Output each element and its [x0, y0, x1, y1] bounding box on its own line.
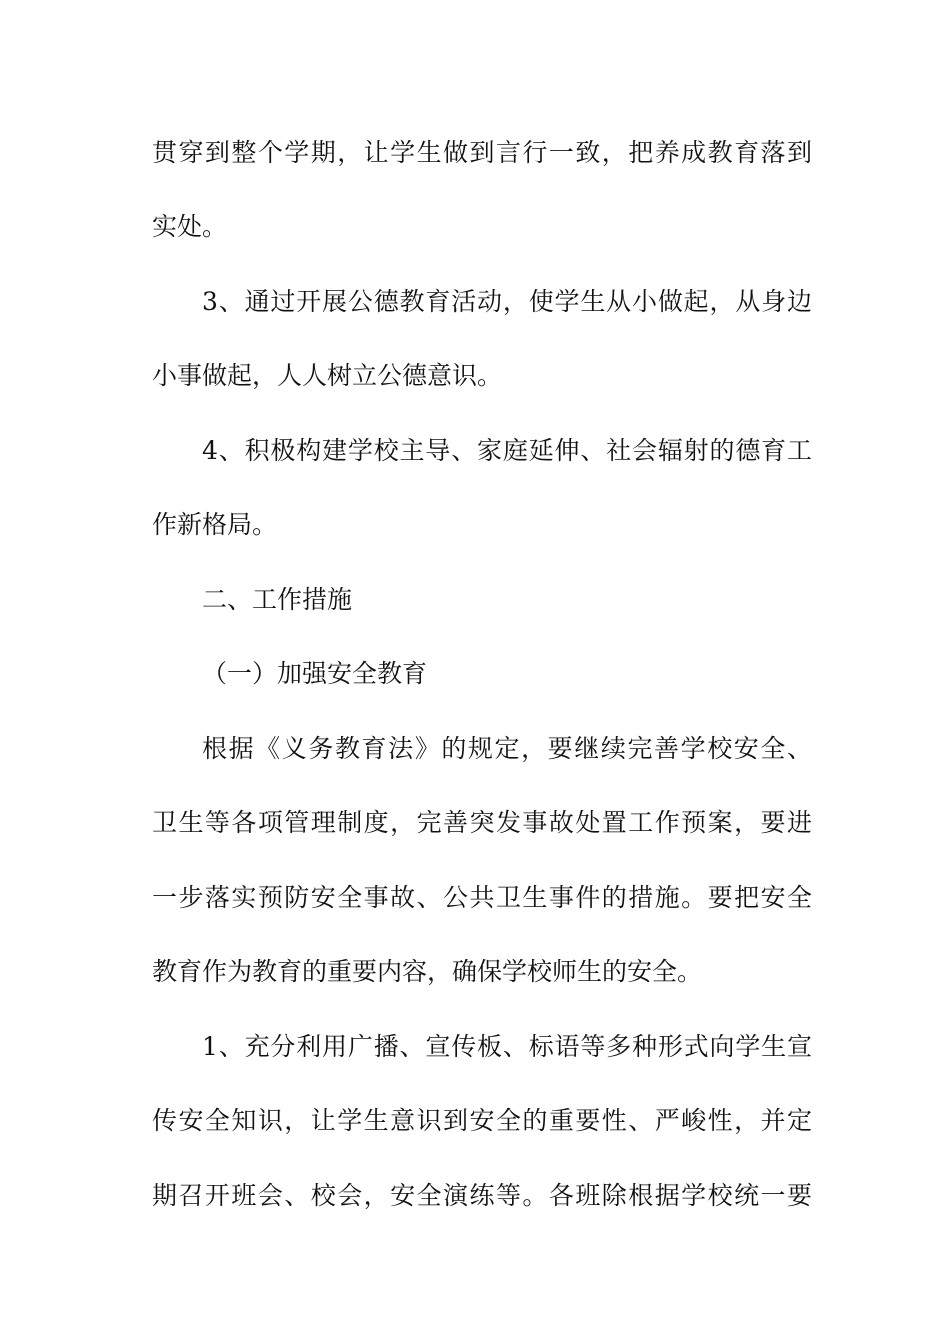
subsection-heading: （一）加强安全教育	[202, 659, 428, 688]
paragraph-line: 一步落实预防安全事故、公共卫生事件的措施。要把安全	[152, 883, 812, 912]
list-item-line: 作新格局。	[152, 510, 278, 539]
list-item-line: 期召开班会、校会，安全演练等。各班除根据学校统一要	[152, 1181, 812, 1210]
paragraph-line: 教育作为教育的重要内容，确保学校师生的安全。	[152, 957, 703, 986]
list-item-line: 3、通过开展公德教育活动，使学生从小做起，从身边	[202, 287, 812, 316]
list-item-line: 小事做起，人人树立公德意识。	[152, 361, 503, 390]
list-item-line: 1、充分利用广播、宣传板、标语等多种形式向学生宣	[202, 1032, 812, 1061]
paragraph-line: 贯穿到整个学期，让学生做到言行一致，把养成教育落到	[152, 138, 812, 167]
list-item-line: 传安全知识，让学生意识到安全的重要性、严峻性，并定	[152, 1106, 812, 1135]
paragraph-line: 实处。	[152, 212, 228, 241]
paragraph-line: 根据《义务教育法》的规定，要继续完善学校安全、	[202, 734, 812, 763]
paragraph-line: 卫生等各项管理制度，完善突发事故处置工作预案，要进	[152, 808, 812, 837]
section-heading: 二、工作措施	[202, 585, 353, 614]
list-item-line: 4、积极构建学校主导、家庭延伸、社会辐射的德育工	[202, 436, 812, 465]
